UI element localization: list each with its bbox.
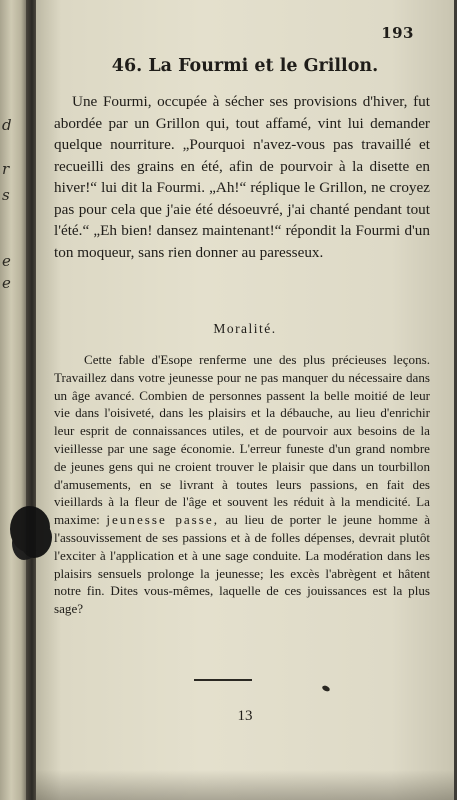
divider-rule [194, 679, 252, 681]
fable-title: 46. La Fourmi et le Grillon. [111, 56, 379, 76]
moral-proverb: jeunesse passe, [106, 512, 219, 528]
book-page [36, 0, 454, 800]
previous-page-edge [0, 0, 28, 800]
previous-page-letter: d [2, 116, 12, 134]
page-number: 193 [381, 24, 414, 42]
moral-heading: Moralité. [213, 321, 277, 336]
previous-page-letter: s [2, 186, 10, 204]
previous-page-letter: r [2, 160, 10, 178]
previous-page-letter: e [2, 252, 11, 270]
signature-number: 13 [237, 708, 253, 724]
moral-text [54, 351, 430, 618]
moral-text-part1: Cette fable d'Esope renferme une des plus précieuses leçons. Travaillez dans votre jeunesse pour ne pas manquer du nécessaire dans un âge avancé. Combien de personnes passent la belle moitié de leur vie dans l'oisiveté, dans les plaisirs et la débauche, au lieu d'enrichir leur esprit de connaissances utiles, et de pourvoir aux besoins de la vieillesse par une sage économie. L'erreur funeste d'un grand nombre de jeunes gens qui ne croient trouver le plaisir que dans un tourbillon d'amusements, en se livrant à toutes leurs passions, en fait des vieillards à la fleur de l'âge et souvent les réduit à la mendicité. La maxime: [54, 352, 430, 528]
previous-page-letter: e [2, 274, 11, 292]
ink-mark [321, 685, 330, 693]
page-shadow [36, 770, 454, 800]
moral-text-part2: au lieu de porter le jeune homme à l'assouvissement de ses passions et à de folles dépenses, devrait plutôt l'exciter à l'application et à une sage conduite. La modération dans les plaisirs sensuels prolonge la jeunesse; les excès l'abrègent et hâtent notre fin. Dites vous-mêmes, laquelle de ces jouissances est la plus sage? [54, 512, 431, 617]
fable-text: Une Fourmi, occupée à sécher ses provisions d'hiver, fut abordée par un Grillon qui, tout affamé, vint lui demander quelque nourriture. „Pourquoi n'avez-vous pas travaillé et recueilli des grains en été, afin de pourvoir à la disette en hiver!“ lui dit la Fourmi. „Ah!“ réplique le Grillon, ne croyez pas pour cela que j'aie été désoeuvré, j'ai chanté pendant tout l'été.“ „Eh bien! dansez maintenant!“ répondit la Fourmi d'un ton moqueur, sans rien donner au paresseux. [54, 93, 430, 261]
